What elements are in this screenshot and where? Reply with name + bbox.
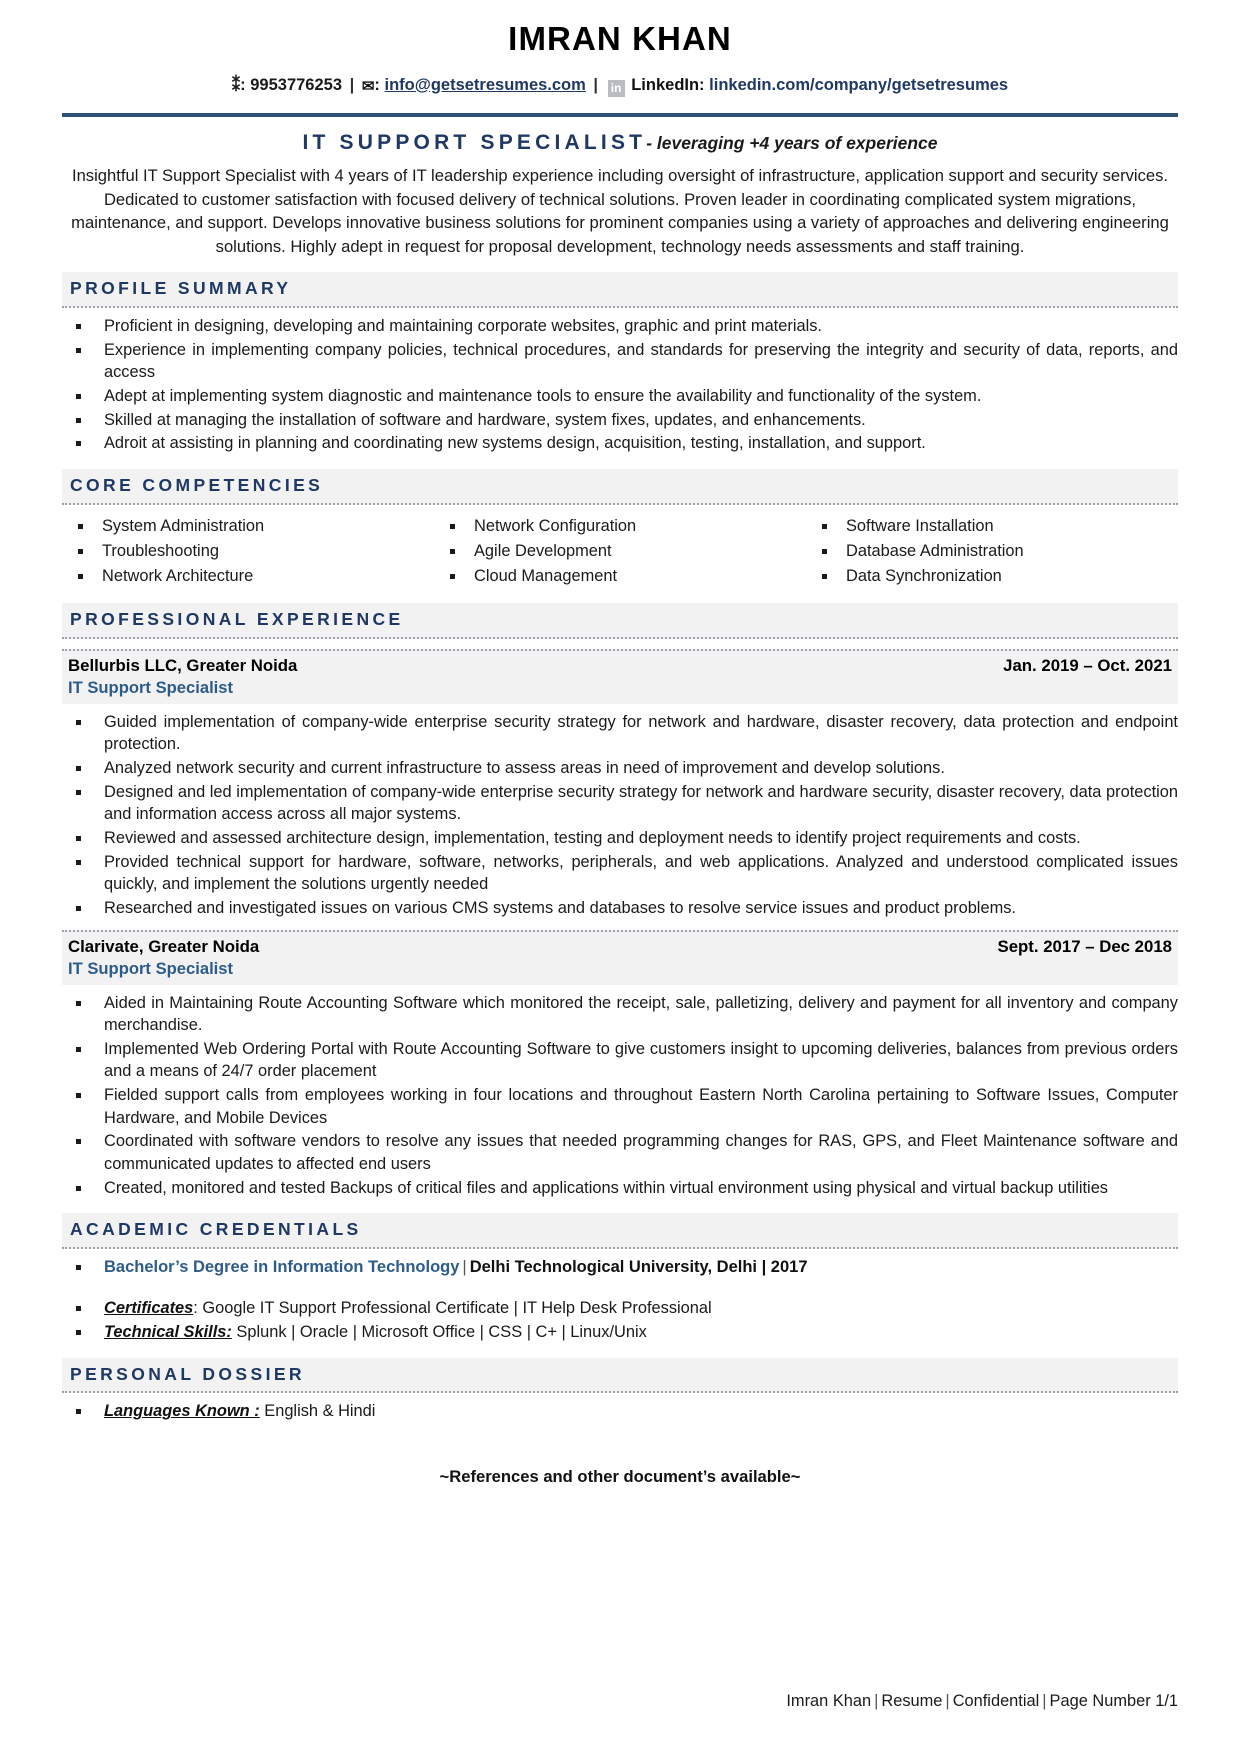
section-title: PROFILE SUMMARY [70,278,292,299]
phone-number: : 9953776253 [240,75,343,94]
references-note: ~References and other document’s available~ [439,1467,801,1487]
competency-item: Agile Development [434,539,806,564]
section-header-profile-summary [62,272,1178,308]
employment-dates: Jan. 2019 – Oct. 2021 [1003,655,1172,675]
section-header-core-competencies [62,469,1178,505]
languages-label: Languages Known : [104,1402,260,1421]
languages-item [62,1400,1178,1423]
linkedin-icon: in [608,80,625,97]
list-item: Provided technical support for hardware, software, networks, peripherals, and web applications. Analyzed and understood complicated issues quickly, and implement the solutions urgently needed [62,851,1178,896]
degree-name: Bachelor’s Degree in Information Technology [104,1258,460,1277]
list-item: Coordinated with software vendors to resolve any issues that needed programming changes for RAS, GPS, and Fleet Maintenance software and communicated updates to affected end users [62,1130,1178,1175]
competency-item: Database Administration [806,539,1178,564]
email-icon: ✉ [361,77,375,95]
footer-separator-2: | [945,1692,950,1710]
footer-name: Imran Khan [786,1692,872,1710]
headline [62,130,1178,155]
competency-item: Data Synchronization [806,564,1178,589]
responsibility-list [62,992,1178,1200]
footer-doc-type: Resume [881,1692,943,1710]
page-footer [786,1692,1178,1711]
section-header-academic-credentials [62,1213,1178,1249]
core-competencies-grid [62,514,1178,589]
section-title: CORE COMPETENCIES [70,475,324,495]
headline-role: IT SUPPORT SPECIALIST [302,130,647,154]
list-item: Aided in Maintaining Route Accounting Software which monitored the receipt, sale, palletizing, delivery and payment for all inventory and company merchandise. [62,992,1178,1037]
list-item: Researched and investigated issues on various CMS systems and databases to resolve service issues and product problems. [62,897,1178,920]
spacer [62,1280,1178,1290]
job-title: IT Support Specialist [62,677,1178,704]
certificates-item [62,1297,1178,1320]
degree-separator: | [462,1258,467,1277]
list-item: Guided implementation of company-wide enterprise security strategy for network and hardware, disaster recovery, data protection and endpoint protection. [62,711,1178,756]
footer-separator-3: | [1042,1692,1047,1710]
competency-item: Network Configuration [434,514,806,539]
phone-icon: ⁑ [231,75,241,94]
employment-dates: Sept. 2017 – Dec 2018 [997,936,1172,956]
section-header-professional-experience [62,603,1178,639]
academic-list [62,1256,1178,1279]
personal-dossier-list [62,1400,1178,1423]
list-item: Proficient in designing, developing and maintaining corporate websites, graphic and print materials. [62,315,1178,338]
linkedin-label: LinkedIn: [631,75,705,94]
technical-skills-item [62,1321,1178,1344]
competency-item: System Administration [62,514,434,539]
list-item: Experience in implementing company policies, technical procedures, and standards for preserving the integrity and security of data, reports, and access [62,339,1178,384]
languages-value: English & Hindi [259,1402,376,1421]
experience-entry [62,930,1178,1200]
experience-header [62,649,1178,677]
headline-tagline: - leveraging +4 years of experience [646,132,938,153]
list-item: Analyzed network security and current infrastructure to assess areas in need of improvement and develop solutions. [62,757,1178,780]
professional-summary: Insightful IT Support Specialist with 4 years of IT leadership experience including oversight of infrastructure, application support and security services. Dedicated to customer satisfaction with focused delivery of technical solutions. Proven leader in coordinating complicated system migrations, maintenance, and support. Develops innovative business solutions for prominent companies using a variety of approaches and delivering engineering solutions. Highly adept in request for proposal development, technology needs assessments and staff training. [71,166,1169,256]
list-item: Adept at implementing system diagnostic and maintenance tools to ensure the availability and functionality of the system. [62,385,1178,408]
footer-separator-1: | [874,1692,879,1710]
experience-header [62,930,1178,958]
education-item [62,1256,1178,1279]
contact-line [62,74,1178,97]
technical-skills-value: Splunk | Oracle | Microsoft Office | CSS | C+ | Linux/Unix [231,1322,647,1341]
list-item: Skilled at managing the installation of software and hardware, system fixes, updates, and enhancements. [62,409,1178,432]
technical-skills-label: Technical Skills: [104,1322,232,1341]
experience-entry [62,649,1178,920]
list-item: Reviewed and assessed architecture design, implementation, testing and deployment needs to identify project requirements and costs. [62,827,1178,850]
section-header-personal-dossier [62,1358,1178,1394]
competency-item: Troubleshooting [62,539,434,564]
job-title: IT Support Specialist [62,958,1178,985]
certificates-value: : Google IT Support Professional Certificate | IT Help Desk Professional [193,1299,712,1318]
university-name: Delhi Technological University, Delhi | 2017 [469,1258,808,1277]
linkedin-url[interactable]: linkedin.com/company/getsetresumes [709,75,1009,94]
list-item: Created, monitored and tested Backups of critical files and applications within virtual environment using physical and virtual backup utilities [62,1177,1178,1200]
list-item: Designed and led implementation of company-wide enterprise security strategy for network and hardware security, disaster recovery, data protection and information access across all major systems. [62,781,1178,826]
profile-summary-list [62,315,1178,455]
company-name: Clarivate, Greater Noida [68,936,260,956]
footer-page-number: Page Number 1/1 [1049,1692,1178,1710]
email-colon: : [374,75,380,94]
company-name: Bellurbis LLC, Greater Noida [68,655,298,675]
competency-item: Cloud Management [434,564,806,589]
experience-list [62,649,1178,1200]
header-divider [62,113,1178,117]
competency-item: Software Installation [806,514,1178,539]
candidate-name: IMRAN KHAN [508,20,732,57]
list-item: Fielded support calls from employees working in four locations and throughout Eastern North Carolina pertaining to Software Issues, Computer Hardware, and Mobile Devices [62,1084,1178,1129]
contact-separator-1: | [349,75,355,94]
section-title: PERSONAL DOSSIER [70,1363,305,1384]
footer-confidential: Confidential [952,1692,1040,1710]
list-item: Adroit at assisting in planning and coordinating new systems design, acquisition, testing, installation, and support. [62,432,1178,455]
competency-item: Network Architecture [62,564,434,589]
list-item: Implemented Web Ordering Portal with Route Accounting Software to give customers insight to upcoming deliveries, balances from previous orders and a means of 24/7 order placement [62,1038,1178,1083]
certificates-label: Certificates [104,1299,194,1318]
section-title: ACADEMIC CREDENTIALS [70,1219,362,1240]
email-link[interactable]: info@getsetresumes.com [384,75,586,94]
contact-separator-2: | [593,75,599,94]
responsibility-list [62,711,1178,920]
credentials-list [62,1297,1178,1343]
section-title: PROFESSIONAL EXPERIENCE [70,608,404,629]
